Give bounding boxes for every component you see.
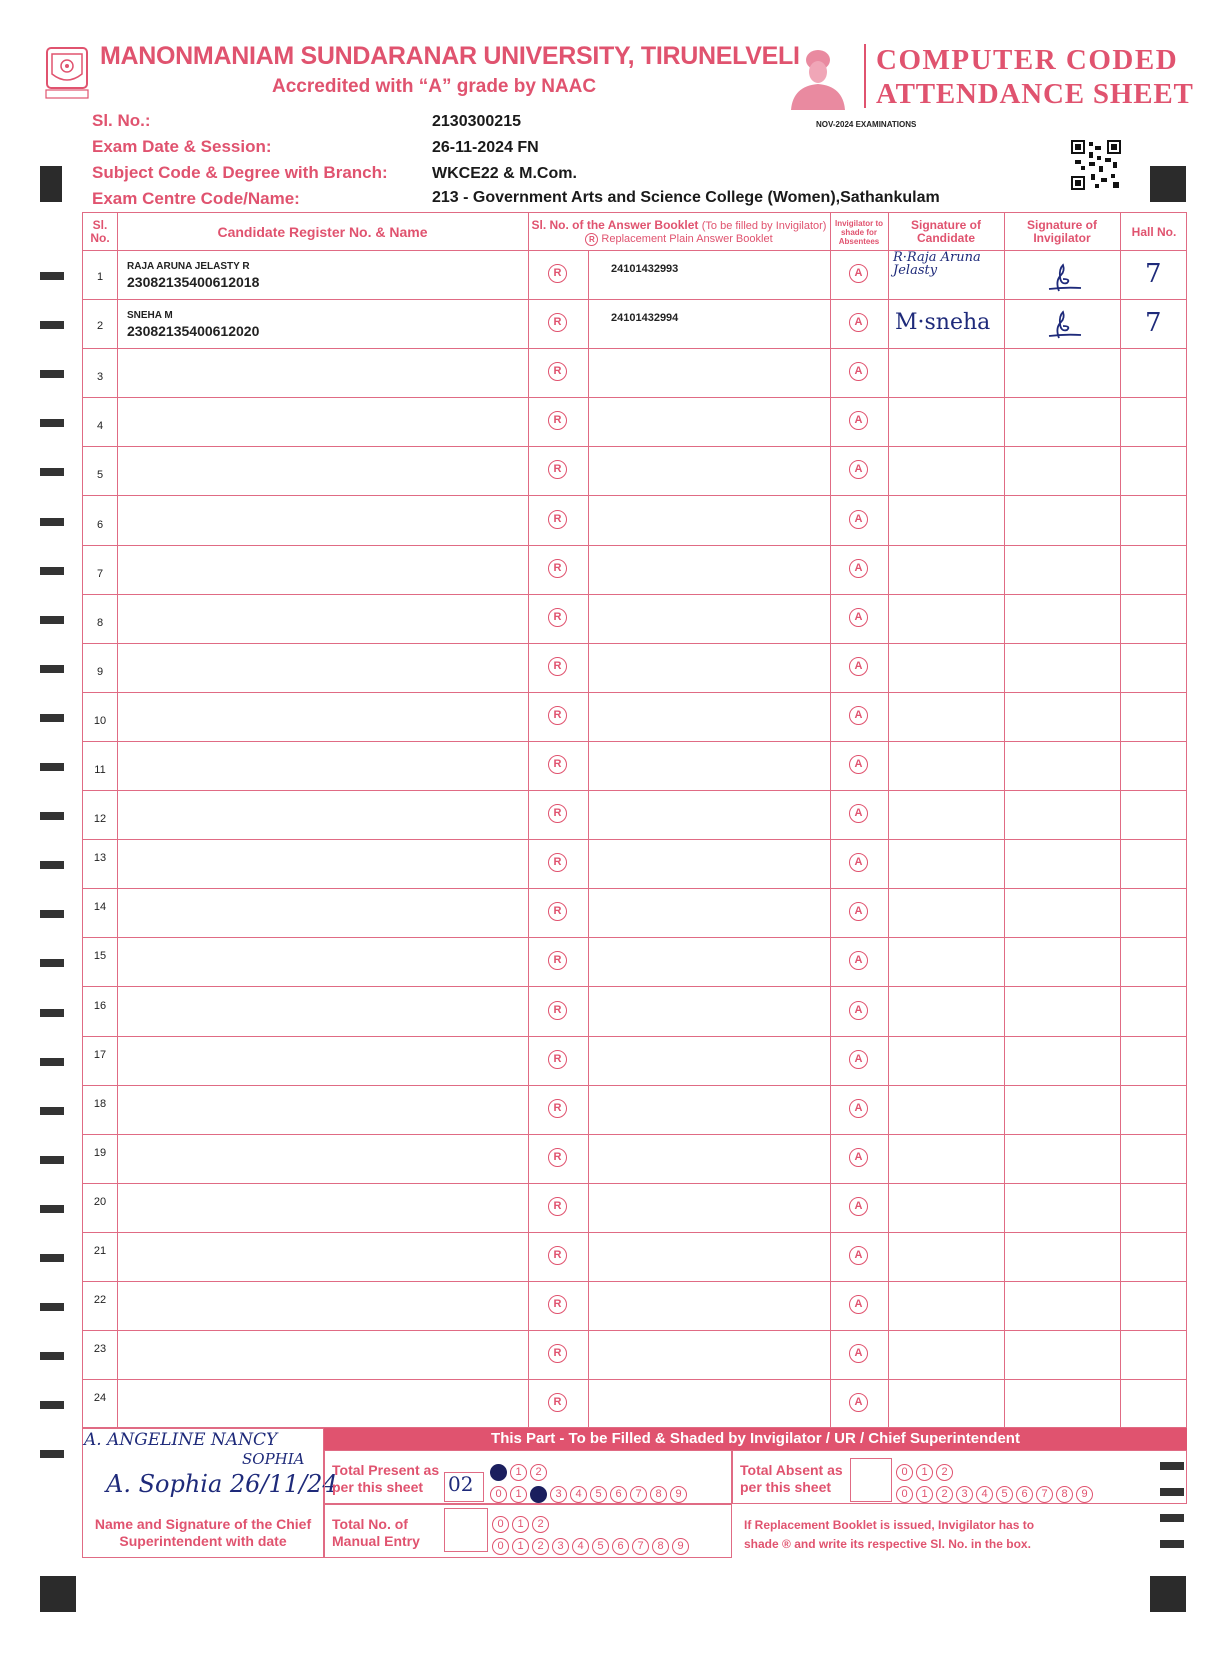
replacement-bubble[interactable]: R <box>548 1148 567 1167</box>
candidate-name: SNEHA M <box>127 310 173 322</box>
absent-bubble[interactable]: A <box>849 460 868 479</box>
total-absent-label: Total Absent as per this sheet <box>740 1462 843 1495</box>
hall-number: 7 <box>1145 259 1162 289</box>
candidate-register-no: 23082135400612018 <box>127 274 260 290</box>
digit-bubble[interactable]: 1 <box>510 1464 527 1481</box>
timing-mark <box>40 321 64 329</box>
timing-mark <box>40 419 64 427</box>
candidate-name: RAJA ARUNA JELASTY R <box>127 261 250 272</box>
digit-bubble[interactable]: 3 <box>550 1486 567 1503</box>
absent-bubble[interactable]: A <box>849 1001 868 1020</box>
replacement-bubble[interactable]: R <box>548 411 567 430</box>
header-absent: Invigilator to shade for Absentees <box>835 218 883 246</box>
timing-mark <box>40 1058 64 1066</box>
table-row <box>83 349 1186 398</box>
candidate-register-no: 23082135400612020 <box>127 323 260 340</box>
digit-bubble[interactable]: 0 <box>896 1464 913 1481</box>
absent-bubble[interactable]: A <box>849 411 868 430</box>
digit-bubble[interactable]: 2 <box>532 1538 549 1555</box>
replacement-bubble[interactable]: R <box>548 755 567 774</box>
registration-mark <box>40 1576 76 1612</box>
digit-bubble[interactable]: 8 <box>1056 1486 1073 1503</box>
digit-bubble[interactable]: 2 <box>530 1486 547 1503</box>
absent-bubble[interactable]: A <box>849 853 868 872</box>
header-hall: Hall No. <box>1131 224 1177 239</box>
qr-code-icon <box>1071 140 1121 190</box>
row-number: 13 <box>93 852 107 865</box>
absent-bubble[interactable]: A <box>849 951 868 970</box>
absent-bubble[interactable]: A <box>849 902 868 921</box>
row-number: 2 <box>96 320 104 333</box>
replacement-bubble[interactable]: R <box>548 1344 567 1363</box>
row-number: 1 <box>96 271 104 283</box>
row-number: 20 <box>93 1195 107 1208</box>
replacement-bubble[interactable]: R <box>548 902 567 921</box>
university-logo <box>44 44 90 102</box>
row-number: 8 <box>96 616 104 629</box>
absent-bubble[interactable]: A <box>849 1099 868 1118</box>
replacement-bubble[interactable]: R <box>548 853 567 872</box>
table-row <box>83 398 1186 447</box>
timing-mark <box>40 959 64 967</box>
replacement-bubble[interactable]: R <box>548 1393 567 1412</box>
digit-bubble[interactable]: 8 <box>652 1538 669 1555</box>
digit-bubble[interactable]: 1 <box>916 1464 933 1481</box>
timing-mark <box>40 812 64 820</box>
timing-mark <box>40 861 64 869</box>
absent-bubble[interactable]: A <box>849 264 868 283</box>
table-row <box>83 1037 1186 1086</box>
total-present-value: 02 <box>448 1472 474 1496</box>
row-number: 9 <box>96 665 104 678</box>
absent-bubble[interactable]: A <box>849 1344 868 1363</box>
column-divider <box>1120 213 1121 1427</box>
row-number: 11 <box>94 764 106 776</box>
table-row <box>83 889 1186 938</box>
centre-label: Exam Centre Code/Name: <box>92 189 300 208</box>
table-row <box>83 840 1186 889</box>
founder-portrait <box>785 40 851 110</box>
absent-bubble[interactable]: A <box>849 559 868 578</box>
sl-no-value: 2130300215 <box>432 113 521 130</box>
table-row <box>83 791 1186 840</box>
column-divider <box>830 213 831 1427</box>
digit-bubble[interactable]: 4 <box>570 1486 587 1503</box>
timing-mark <box>40 567 64 575</box>
row-number: 12 <box>93 813 107 826</box>
row-number: 16 <box>93 999 107 1012</box>
replacement-bubble[interactable]: R <box>548 804 567 823</box>
row-number: 7 <box>96 567 104 580</box>
attendance-table <box>82 212 1187 1428</box>
digit-bubble[interactable]: 6 <box>610 1486 627 1503</box>
replacement-bubble[interactable]: R <box>548 313 567 332</box>
digit-bubble[interactable]: 7 <box>1036 1486 1053 1503</box>
subject-value: WKCE22 & M.Com. <box>432 165 577 182</box>
invigilator-signature <box>1045 261 1085 295</box>
table-row <box>83 1331 1186 1380</box>
row-number: 19 <box>93 1146 107 1159</box>
table-row <box>83 644 1186 693</box>
timing-mark <box>40 714 64 722</box>
digit-bubble[interactable]: 9 <box>1076 1486 1093 1503</box>
digit-bubble[interactable]: 1 <box>512 1538 529 1555</box>
subject-label: Subject Code & Degree with Branch: <box>92 163 388 182</box>
replacement-bubble[interactable]: R <box>548 264 567 283</box>
replacement-bubble[interactable]: R <box>548 951 567 970</box>
row-number: 18 <box>93 1097 107 1110</box>
present-units-bubbles <box>490 1484 690 1503</box>
exam-date-label: Exam Date & Session: <box>92 137 272 156</box>
chief-signature: A. Sophia 26/11/24 <box>106 1470 338 1498</box>
timing-mark <box>40 1156 64 1164</box>
absent-bubble[interactable]: A <box>849 1148 868 1167</box>
digit-bubble[interactable]: 0 <box>490 1464 507 1481</box>
digit-bubble[interactable]: 0 <box>490 1486 507 1503</box>
replacement-bubble-icon: R <box>585 233 598 246</box>
replacement-bubble[interactable]: R <box>548 1050 567 1069</box>
table-row <box>83 595 1186 644</box>
row-number: 5 <box>96 469 104 482</box>
digit-bubble[interactable]: 0 <box>492 1516 509 1533</box>
column-divider <box>588 251 589 1427</box>
digit-bubble[interactable]: 9 <box>670 1486 687 1503</box>
timing-mark <box>40 616 64 624</box>
registration-mark <box>1150 166 1186 202</box>
digit-bubble[interactable]: 2 <box>530 1464 547 1481</box>
absent-units-bubbles <box>896 1484 1096 1503</box>
timing-mark <box>40 1303 64 1311</box>
digit-bubble[interactable]: 0 <box>896 1486 913 1503</box>
digit-bubble[interactable]: 6 <box>612 1538 629 1555</box>
manual-units-bubbles <box>492 1536 692 1555</box>
digit-bubble[interactable]: 4 <box>572 1538 589 1555</box>
timing-mark <box>40 468 64 476</box>
absent-bubble[interactable]: A <box>849 313 868 332</box>
replacement-bubble[interactable]: R <box>548 1099 567 1118</box>
manual-entry-label: Total No. of Manual Entry <box>332 1516 420 1549</box>
timing-mark <box>40 763 64 771</box>
replacement-bubble[interactable]: R <box>548 657 567 676</box>
table-row <box>83 938 1186 987</box>
row-number: 17 <box>93 1048 107 1061</box>
row-number: 3 <box>96 371 104 384</box>
chief-name-handwritten-line2: SOPHIA <box>242 1450 305 1468</box>
sheet-title-line2: ATTENDANCE SHEET <box>876 78 1194 110</box>
total-absent-entry[interactable] <box>850 1458 892 1502</box>
absent-bubble[interactable]: A <box>849 1246 868 1265</box>
registration-mark <box>40 166 62 202</box>
replacement-bubble[interactable]: R <box>548 1197 567 1216</box>
absent-bubble[interactable]: A <box>849 608 868 627</box>
manual-entry-field[interactable] <box>444 1508 488 1552</box>
header-divider <box>864 44 866 108</box>
digit-bubble[interactable]: 4 <box>976 1486 993 1503</box>
timing-mark <box>40 1450 64 1458</box>
timing-mark <box>40 1352 64 1360</box>
absent-bubble[interactable]: A <box>849 510 868 529</box>
digit-bubble[interactable]: 2 <box>936 1464 953 1481</box>
accreditation-text: Accredited with “A” grade by NAAC <box>272 76 597 97</box>
table-row <box>83 988 1186 1037</box>
digit-bubble[interactable]: 1 <box>512 1516 529 1533</box>
header-booklet-sub: Replacement Plain Answer Booklet <box>601 232 773 245</box>
answer-booklet-no: 24101432994 <box>611 312 679 325</box>
bottom-section <box>82 1428 1187 1558</box>
column-divider <box>117 213 118 1427</box>
header-booklet-note: (To be filled by Invigilator) <box>701 219 827 232</box>
digit-bubble[interactable]: 5 <box>592 1538 609 1555</box>
chief-name-handwritten: A. ANGELINE NANCY <box>84 1430 278 1450</box>
replacement-bubble[interactable]: R <box>548 362 567 381</box>
column-divider <box>528 213 529 1427</box>
digit-bubble[interactable]: 9 <box>672 1538 689 1555</box>
table-row <box>83 1282 1186 1331</box>
table-row <box>83 546 1186 595</box>
table-row <box>83 251 1186 300</box>
digit-bubble[interactable]: 1 <box>510 1486 527 1503</box>
absent-bubble[interactable]: A <box>849 1295 868 1314</box>
row-number: 24 <box>93 1392 107 1405</box>
digit-bubble[interactable]: 2 <box>532 1516 549 1533</box>
replacement-bubble[interactable]: R <box>548 460 567 479</box>
digit-bubble[interactable]: 7 <box>630 1486 647 1503</box>
candidate-signature: R·Raja Aruna Jelasty <box>893 250 981 278</box>
table-row <box>83 300 1186 349</box>
row-number: 15 <box>93 950 107 963</box>
table-row <box>83 1135 1186 1184</box>
table-row <box>83 693 1186 742</box>
replacement-bubble[interactable]: R <box>548 510 567 529</box>
timing-mark <box>40 1009 64 1017</box>
timing-mark <box>40 272 64 280</box>
replacement-bubble[interactable]: R <box>548 608 567 627</box>
absent-bubble[interactable]: A <box>849 362 868 381</box>
column-divider <box>1004 213 1005 1427</box>
exam-date-value: 26-11-2024 FN <box>432 139 539 156</box>
digit-bubble[interactable]: 3 <box>956 1486 973 1503</box>
total-present-label: Total Present as per this sheet <box>332 1462 440 1495</box>
sheet-title-line1: COMPUTER CODED <box>876 44 1179 76</box>
header-booklet-main: Sl. No. of the Answer Booklet <box>531 217 699 232</box>
row-number: 14 <box>93 901 107 914</box>
digit-bubble[interactable]: 6 <box>1016 1486 1033 1503</box>
row-number: 4 <box>96 420 104 433</box>
replacement-bubble[interactable]: R <box>548 1246 567 1265</box>
absent-bubble[interactable]: A <box>849 755 868 774</box>
table-header <box>83 213 1186 251</box>
replacement-bubble[interactable]: R <box>548 559 567 578</box>
centre-value: 213 - Government Arts and Science College (Women),Sathankulam <box>432 189 940 206</box>
row-number: 21 <box>93 1245 107 1257</box>
digit-bubble[interactable]: 8 <box>650 1486 667 1503</box>
replacement-note: If Replacement Booklet is issued, Invigilator has to shade ® and write its respective Sl. No. in the box. <box>744 1518 1035 1551</box>
table-row <box>83 742 1186 791</box>
digit-bubble[interactable]: 7 <box>632 1538 649 1555</box>
exam-session-tag: NOV-2024 EXAMINATIONS <box>816 120 917 129</box>
timing-mark <box>40 1254 64 1262</box>
timing-mark <box>40 665 64 673</box>
hall-number: 7 <box>1145 308 1162 339</box>
absent-bubble[interactable]: A <box>849 804 868 823</box>
absent-bubble[interactable]: A <box>849 657 868 676</box>
timing-mark <box>40 1107 64 1115</box>
digit-bubble[interactable]: 3 <box>552 1538 569 1555</box>
present-tens-bubbles <box>490 1462 550 1481</box>
row-number: 10 <box>93 714 107 727</box>
manual-tens-bubbles <box>492 1514 552 1533</box>
table-row <box>83 1184 1186 1233</box>
timing-mark <box>40 1401 64 1409</box>
candidate-signature: M·sneha <box>895 310 991 336</box>
row-number: 22 <box>93 1294 107 1307</box>
answer-booklet-no: 24101432993 <box>611 263 679 275</box>
header-sig-invigilator: Signature of Invigilator <box>1026 218 1097 245</box>
column-divider <box>888 213 889 1427</box>
absent-bubble[interactable]: A <box>849 1197 868 1216</box>
absent-bubble[interactable]: A <box>849 1393 868 1412</box>
digit-bubble[interactable]: 5 <box>996 1486 1013 1503</box>
header-booklet <box>528 213 830 251</box>
header-sig-candidate: Signature of Candidate <box>910 218 981 245</box>
chief-caption: Name and Signature of the Chief Superintendent with date <box>94 1516 312 1549</box>
invigilator-signature <box>1045 308 1085 342</box>
university-name: MANONMANIAM SUNDARANAR UNIVERSITY, TIRUNELVELI <box>100 42 800 70</box>
timing-mark <box>40 370 64 378</box>
digit-bubble[interactable]: 2 <box>936 1486 953 1503</box>
bottom-banner: This Part - To be Filled & Shaded by Invigilator / UR / Chief Superintendent <box>324 1428 1187 1450</box>
header-sl-no: Sl. No. <box>90 218 110 245</box>
replacement-bubble[interactable]: R <box>548 706 567 725</box>
table-row <box>83 1380 1186 1429</box>
digit-bubble[interactable]: 5 <box>590 1486 607 1503</box>
replacement-bubble[interactable]: R <box>548 1295 567 1314</box>
absent-tens-bubbles <box>896 1462 956 1481</box>
absent-bubble[interactable]: A <box>849 706 868 725</box>
absent-bubble[interactable]: A <box>849 1050 868 1069</box>
table-row <box>83 447 1186 496</box>
replacement-bubble[interactable]: R <box>548 1001 567 1020</box>
timing-mark <box>40 1205 64 1213</box>
row-number: 6 <box>96 518 104 531</box>
table-row <box>83 1233 1186 1282</box>
digit-bubble[interactable]: 1 <box>916 1486 933 1503</box>
table-row <box>83 1086 1186 1135</box>
table-row <box>83 497 1186 546</box>
sl-no-label: Sl. No.: <box>92 111 151 130</box>
digit-bubble[interactable]: 0 <box>492 1538 509 1555</box>
timing-mark <box>40 518 64 526</box>
row-number: 23 <box>93 1343 107 1356</box>
registration-mark <box>1150 1576 1186 1612</box>
header-candidate: Candidate Register No. & Name <box>217 223 428 240</box>
timing-mark <box>40 910 64 918</box>
